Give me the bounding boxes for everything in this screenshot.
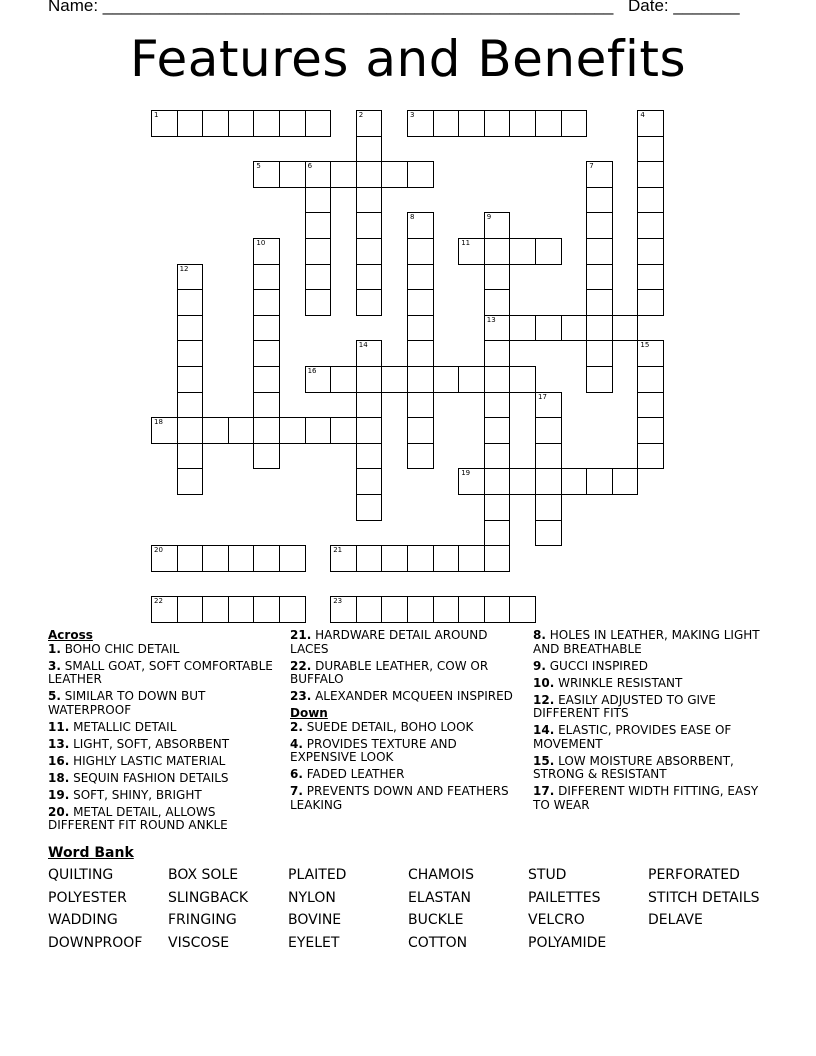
word-bank-item: DELAVE <box>648 912 703 928</box>
grid-cell[interactable] <box>356 392 383 419</box>
clue-number: 17 <box>538 392 547 401</box>
grid-cell[interactable] <box>484 212 511 239</box>
clue-item <box>533 694 769 721</box>
grid-cell[interactable] <box>484 443 511 470</box>
clue-item-text: EASILY ADJUSTED TO GIVE DIFFERENT FITS <box>533 692 716 721</box>
grid-cell[interactable] <box>407 289 434 316</box>
clue-item-number: 20. <box>48 804 70 819</box>
clue-item-text: LIGHT, SOFT, ABSORBENT <box>69 736 230 751</box>
word-bank-item: VELCRO <box>528 912 585 928</box>
clue-item-number: 16. <box>48 753 70 768</box>
grid-cell[interactable] <box>228 417 255 444</box>
clue-item-number: 13. <box>48 736 70 751</box>
grid-cell[interactable] <box>177 545 204 572</box>
grid-cell[interactable] <box>253 366 280 393</box>
clue-number: 21 <box>333 546 343 555</box>
clue-item-number: 17. <box>533 784 555 799</box>
grid-cell[interactable] <box>484 315 511 342</box>
grid-cell[interactable] <box>484 366 511 393</box>
grid-cell[interactable] <box>509 238 536 265</box>
grid-cell[interactable] <box>484 238 511 265</box>
clue-item-number: 15. <box>533 753 555 768</box>
grid-cell[interactable] <box>535 494 562 521</box>
clue-number: 20 <box>154 546 163 555</box>
clue-item-text: SEQUIN FASHION DETAILS <box>69 770 229 785</box>
clue-item-number: 21. <box>290 628 312 642</box>
grid-cell[interactable] <box>561 468 588 495</box>
clue-item-number: 2. <box>290 719 303 734</box>
grid-cell[interactable] <box>458 468 485 495</box>
grid-cell[interactable] <box>509 366 536 393</box>
clue-item-number: 11. <box>48 719 70 734</box>
grid-cell[interactable] <box>535 110 562 137</box>
clue-item-text: DURABLE LEATHER, COW OR BUFFALO <box>290 658 489 687</box>
clue-item-text: METALLIC DETAIL <box>69 719 177 734</box>
grid-cell[interactable] <box>433 545 460 572</box>
clue-section-heading: Down <box>290 706 328 721</box>
grid-cell[interactable] <box>177 366 204 393</box>
clue-item-number: 23. <box>290 689 312 704</box>
grid-cell[interactable] <box>535 417 562 444</box>
grid-cell[interactable] <box>177 340 204 367</box>
word-bank-item: STITCH DETAILS <box>648 889 760 906</box>
clue-number: 4 <box>640 111 645 119</box>
grid-cell[interactable] <box>305 212 332 239</box>
grid-cell[interactable] <box>637 110 664 137</box>
grid-cell[interactable] <box>356 187 383 214</box>
grid-cell[interactable] <box>407 315 434 342</box>
clue-item-text: SMALL GOAT, SOFT COMFORTABLE LEATHER <box>48 658 273 687</box>
word-bank-item: VISCOSE <box>168 934 230 951</box>
clue-number: 2 <box>358 111 364 119</box>
grid-cell[interactable] <box>356 110 383 137</box>
grid-cell[interactable] <box>637 366 664 393</box>
grid-cell[interactable] <box>253 315 280 342</box>
grid-cell[interactable] <box>356 417 383 444</box>
grid-cell[interactable] <box>305 187 332 214</box>
clue-item <box>290 721 526 735</box>
grid-cell[interactable] <box>433 596 460 623</box>
grid-cell[interactable] <box>637 289 664 316</box>
grid-cell[interactable] <box>253 545 280 572</box>
grid-cell[interactable] <box>637 161 664 188</box>
grid-cell[interactable] <box>356 366 383 393</box>
grid-cell[interactable] <box>586 366 613 393</box>
grid-cell[interactable] <box>202 417 229 444</box>
grid-cell[interactable] <box>484 392 511 419</box>
clue-item-number: 7. <box>290 784 303 799</box>
grid-cell[interactable] <box>202 545 229 572</box>
grid-cell[interactable] <box>279 161 306 188</box>
clue-item <box>48 690 284 717</box>
clue-item <box>290 785 526 812</box>
grid-cell[interactable] <box>509 596 536 623</box>
grid-cell[interactable] <box>356 340 383 367</box>
grid-cell[interactable] <box>305 417 332 444</box>
clue-number: 15 <box>640 341 650 350</box>
grid-cell[interactable] <box>177 392 204 419</box>
grid-cell[interactable] <box>253 340 280 367</box>
clue-number: 9 <box>486 213 492 222</box>
grid-cell[interactable] <box>637 264 664 291</box>
grid-cell[interactable] <box>381 545 408 572</box>
clue-item <box>48 643 284 657</box>
grid-cell[interactable] <box>458 596 485 623</box>
word-bank-item: QUILTING <box>48 867 114 883</box>
grid-cell[interactable] <box>177 264 204 291</box>
grid-cell[interactable] <box>535 238 562 265</box>
grid-cell[interactable] <box>356 596 383 623</box>
clue-item-number: 4. <box>290 736 303 751</box>
clue-item-text: BOHO CHIC DETAIL <box>60 641 180 656</box>
grid-cell[interactable] <box>177 596 204 623</box>
clue-item <box>48 806 284 833</box>
grid-cell[interactable] <box>253 110 280 137</box>
grid-cell[interactable] <box>305 110 332 137</box>
grid-cell[interactable] <box>586 238 613 265</box>
clue-item <box>533 724 769 751</box>
grid-cell[interactable] <box>586 161 613 188</box>
clue-section-heading: Across <box>48 628 93 642</box>
clue-item-number: 10. <box>533 675 555 690</box>
grid-cell[interactable] <box>253 238 280 265</box>
grid-cell[interactable] <box>484 264 511 291</box>
clue-item-text: GUCCI INSPIRED <box>545 658 648 673</box>
grid-cell[interactable] <box>586 315 613 342</box>
grid-cell[interactable] <box>177 468 204 495</box>
clue-number: 16 <box>307 367 317 375</box>
word-bank-item: DOWNPROOF <box>48 934 143 951</box>
word-bank-item: COTTON <box>408 934 468 951</box>
clue-item <box>48 772 284 786</box>
clue-item <box>533 677 769 691</box>
grid-cell[interactable] <box>356 289 383 316</box>
grid-cell[interactable] <box>228 110 255 137</box>
grid-cell[interactable] <box>356 468 383 495</box>
grid-cell[interactable] <box>356 136 383 163</box>
grid-cell[interactable] <box>253 596 280 623</box>
grid-cell[interactable] <box>586 212 613 239</box>
word-bank-item: NYLON <box>288 889 336 906</box>
clue-item-number: 5. <box>48 689 61 704</box>
word-bank-title: Word Bank <box>48 845 134 861</box>
grid-cell[interactable] <box>151 110 178 137</box>
clue-item-text: ELASTIC, PROVIDES EASE OF MOVEMENT <box>533 723 732 751</box>
clue-number: 14 <box>358 341 368 350</box>
clue-number: 23 <box>333 597 343 606</box>
grid-cell[interactable] <box>586 289 613 316</box>
clue-item-text: PREVENTS DOWN AND FEATHERS LEAKING <box>290 784 509 812</box>
grid-cell[interactable] <box>356 494 383 521</box>
clue-item <box>48 789 284 803</box>
clue-item <box>48 738 284 752</box>
clue-item-number: 8. <box>533 628 546 642</box>
word-bank-item: POLYESTER <box>48 889 127 906</box>
clue-number: 1 <box>154 111 159 119</box>
grid-cell[interactable] <box>407 596 434 623</box>
clue-number: 11 <box>461 239 471 247</box>
clue-item <box>533 785 769 812</box>
name-field-label: Name: ______________________________________________________ <box>48 0 614 15</box>
clue-item <box>290 738 526 765</box>
word-bank-item: POLYAMIDE <box>528 934 607 951</box>
grid-cell[interactable] <box>535 468 562 495</box>
grid-cell[interactable] <box>356 264 383 291</box>
grid-cell[interactable] <box>407 340 434 367</box>
grid-cell[interactable] <box>484 545 511 572</box>
word-bank-item: EYELET <box>288 934 340 951</box>
word-bank-item: BUCKLE <box>408 912 464 928</box>
grid-cell[interactable] <box>509 110 536 137</box>
grid-cell[interactable] <box>637 187 664 214</box>
grid-cell[interactable] <box>305 264 332 291</box>
clue-item-text: HOLES IN LEATHER, MAKING LIGHT AND BREATHABLE <box>533 628 760 656</box>
word-bank-item: BOX SOLE <box>168 867 239 883</box>
grid-cell[interactable] <box>561 110 588 137</box>
clue-item-text: HIGHLY LASTIC MATERIAL <box>69 753 226 768</box>
grid-cell[interactable] <box>586 264 613 291</box>
grid-cell[interactable] <box>407 161 434 188</box>
grid-cell[interactable] <box>637 212 664 239</box>
grid-cell[interactable] <box>381 366 408 393</box>
grid-cell[interactable] <box>407 366 434 393</box>
grid-cell[interactable] <box>484 596 511 623</box>
clue-item-text: LOW MOISTURE ABSORBENT, STRONG & RESISTANT <box>533 753 734 782</box>
grid-cell[interactable] <box>535 520 562 547</box>
grid-cell[interactable] <box>484 417 511 444</box>
clue-item-number: 22. <box>290 658 312 673</box>
grid-cell[interactable] <box>202 110 229 137</box>
grid-cell[interactable] <box>279 596 306 623</box>
grid-cell[interactable] <box>458 110 485 137</box>
clue-number: 19 <box>461 469 471 478</box>
grid-cell[interactable] <box>535 443 562 470</box>
grid-cell[interactable] <box>253 392 280 419</box>
clue-item-number: 6. <box>290 767 303 782</box>
clue-number: 13 <box>486 315 496 324</box>
clue-item-text: SUEDE DETAIL, BOHO LOOK <box>302 719 474 734</box>
clue-item <box>48 755 284 769</box>
grid-cell[interactable] <box>586 468 613 495</box>
grid-cell[interactable] <box>381 161 408 188</box>
grid-cell[interactable] <box>330 161 357 188</box>
grid-cell[interactable] <box>202 596 229 623</box>
clue-item-number: 19. <box>48 787 70 802</box>
clue-item <box>290 660 526 687</box>
clue-item-text: WRINKLE RESISTANT <box>554 675 683 690</box>
clue-item-number: 18. <box>48 770 70 785</box>
grid-cell[interactable] <box>484 520 511 547</box>
grid-cell[interactable] <box>330 417 357 444</box>
grid-cell[interactable] <box>253 417 280 444</box>
grid-cell[interactable] <box>484 340 511 367</box>
grid-cell[interactable] <box>279 110 306 137</box>
clue-item-text: FADED LEATHER <box>302 767 405 782</box>
clue-number: 18 <box>154 418 163 427</box>
grid-cell[interactable] <box>637 238 664 265</box>
clue-item-text: HARDWARE DETAIL AROUND LACES <box>290 628 488 656</box>
clue-item-text: PROVIDES TEXTURE AND EXPENSIVE LOOK <box>290 736 457 765</box>
clues-column-2 <box>290 629 526 816</box>
clue-item-text: ALEXANDER MCQUEEN INSPIRED <box>311 689 513 704</box>
clue-item <box>48 721 284 735</box>
grid-cell[interactable] <box>407 238 434 265</box>
grid-cell[interactable] <box>381 596 408 623</box>
grid-cell[interactable] <box>356 545 383 572</box>
grid-cell[interactable] <box>305 161 332 188</box>
grid-cell[interactable] <box>433 110 460 137</box>
word-bank-item: PLAITED <box>288 867 347 883</box>
grid-cell[interactable] <box>586 187 613 214</box>
grid-cell[interactable] <box>484 289 511 316</box>
clue-item-number: 12. <box>533 692 555 707</box>
grid-cell[interactable] <box>407 417 434 444</box>
grid-cell[interactable] <box>612 315 639 342</box>
grid-cell[interactable] <box>612 468 639 495</box>
grid-cell[interactable] <box>356 212 383 239</box>
grid-cell[interactable] <box>330 366 357 393</box>
clue-item <box>48 660 284 687</box>
clue-item <box>533 660 769 674</box>
clue-number: 12 <box>179 264 189 273</box>
word-bank-item: SLINGBACK <box>168 889 249 906</box>
grid-cell[interactable] <box>305 289 332 316</box>
grid-cell[interactable] <box>407 264 434 291</box>
clue-number: 8 <box>410 213 415 222</box>
grid-cell[interactable] <box>484 494 511 521</box>
clue-number: 7 <box>589 162 594 171</box>
word-bank-item: BOVINE <box>288 912 342 928</box>
clue-item <box>290 768 526 782</box>
word-bank-item: PERFORATED <box>648 867 740 883</box>
grid-cell[interactable] <box>177 315 204 342</box>
grid-cell[interactable] <box>637 340 664 367</box>
grid-cell[interactable] <box>356 161 383 188</box>
grid-cell[interactable] <box>637 417 664 444</box>
grid-cell[interactable] <box>151 545 178 572</box>
grid-cell[interactable] <box>484 110 511 137</box>
grid-cell[interactable] <box>279 417 306 444</box>
grid-cell[interactable] <box>458 545 485 572</box>
clue-item-text: METAL DETAIL, ALLOWS DIFFERENT FIT ROUND ANKLE <box>48 804 228 833</box>
grid-cell[interactable] <box>458 366 485 393</box>
clue-item <box>533 755 769 782</box>
clues-column-3 <box>533 629 769 816</box>
clue-item <box>533 629 769 656</box>
grid-cell[interactable] <box>253 289 280 316</box>
grid-cell[interactable] <box>356 238 383 265</box>
grid-cell[interactable] <box>177 443 204 470</box>
grid-cell[interactable] <box>151 596 178 623</box>
clue-number: 6 <box>307 162 313 171</box>
word-bank-item: FRINGING <box>168 912 237 928</box>
grid-cell[interactable] <box>253 264 280 291</box>
date-field-label: Date: _______ <box>628 0 740 15</box>
clue-item <box>290 629 526 656</box>
grid-cell[interactable] <box>177 417 204 444</box>
grid-cell[interactable] <box>586 340 613 367</box>
grid-cell[interactable] <box>637 443 664 470</box>
grid-cell[interactable] <box>458 238 485 265</box>
clue-item-number: 9. <box>533 658 546 673</box>
grid-cell[interactable] <box>407 212 434 239</box>
clue-number: 3 <box>410 111 415 119</box>
grid-cell[interactable] <box>177 110 204 137</box>
grid-cell[interactable] <box>330 596 357 623</box>
grid-cell[interactable] <box>407 443 434 470</box>
grid-cell[interactable] <box>535 392 562 419</box>
grid-cell[interactable] <box>637 136 664 163</box>
word-bank-item: CHAMOIS <box>408 867 474 883</box>
grid-cell[interactable] <box>535 315 562 342</box>
grid-cell[interactable] <box>561 315 588 342</box>
clue-number: 22 <box>154 597 163 606</box>
grid-cell[interactable] <box>253 161 280 188</box>
grid-cell[interactable] <box>253 443 280 470</box>
clue-item-number: 3. <box>48 658 61 673</box>
grid-cell[interactable] <box>356 443 383 470</box>
grid-cell[interactable] <box>305 366 332 393</box>
clue-item-number: 1. <box>48 641 61 656</box>
clue-item-text: SIMILAR TO DOWN BUT WATERPROOF <box>48 689 206 717</box>
grid-cell[interactable] <box>407 110 434 137</box>
grid-cell[interactable] <box>484 468 511 495</box>
grid-cell[interactable] <box>637 392 664 419</box>
clue-number: 5 <box>256 162 261 171</box>
word-bank-item: ELASTAN <box>408 889 471 906</box>
grid-cell[interactable] <box>228 545 255 572</box>
word-bank-item: WADDING <box>48 912 118 928</box>
clue-item-text: DIFFERENT WIDTH FITTING, EASY TO WEAR <box>533 784 759 812</box>
grid-cell[interactable] <box>228 596 255 623</box>
clue-number: 10 <box>256 239 266 247</box>
grid-cell[interactable] <box>330 545 357 572</box>
grid-cell[interactable] <box>279 545 306 572</box>
clues-column-1 <box>48 629 284 836</box>
grid-cell[interactable] <box>407 545 434 572</box>
grid-cell[interactable] <box>177 289 204 316</box>
word-bank-item: PAILETTES <box>528 889 601 906</box>
grid-cell[interactable] <box>509 468 536 495</box>
grid-cell[interactable] <box>407 392 434 419</box>
clue-item <box>290 690 526 704</box>
grid-cell[interactable] <box>433 366 460 393</box>
grid-cell[interactable] <box>509 315 536 342</box>
clue-item-text: SOFT, SHINY, BRIGHT <box>69 787 202 802</box>
grid-cell[interactable] <box>305 238 332 265</box>
grid-cell[interactable] <box>151 417 178 444</box>
clue-item-number: 14. <box>533 723 555 738</box>
page-title: Features and Benefits <box>129 30 686 88</box>
word-bank-item: STUD <box>528 867 567 883</box>
